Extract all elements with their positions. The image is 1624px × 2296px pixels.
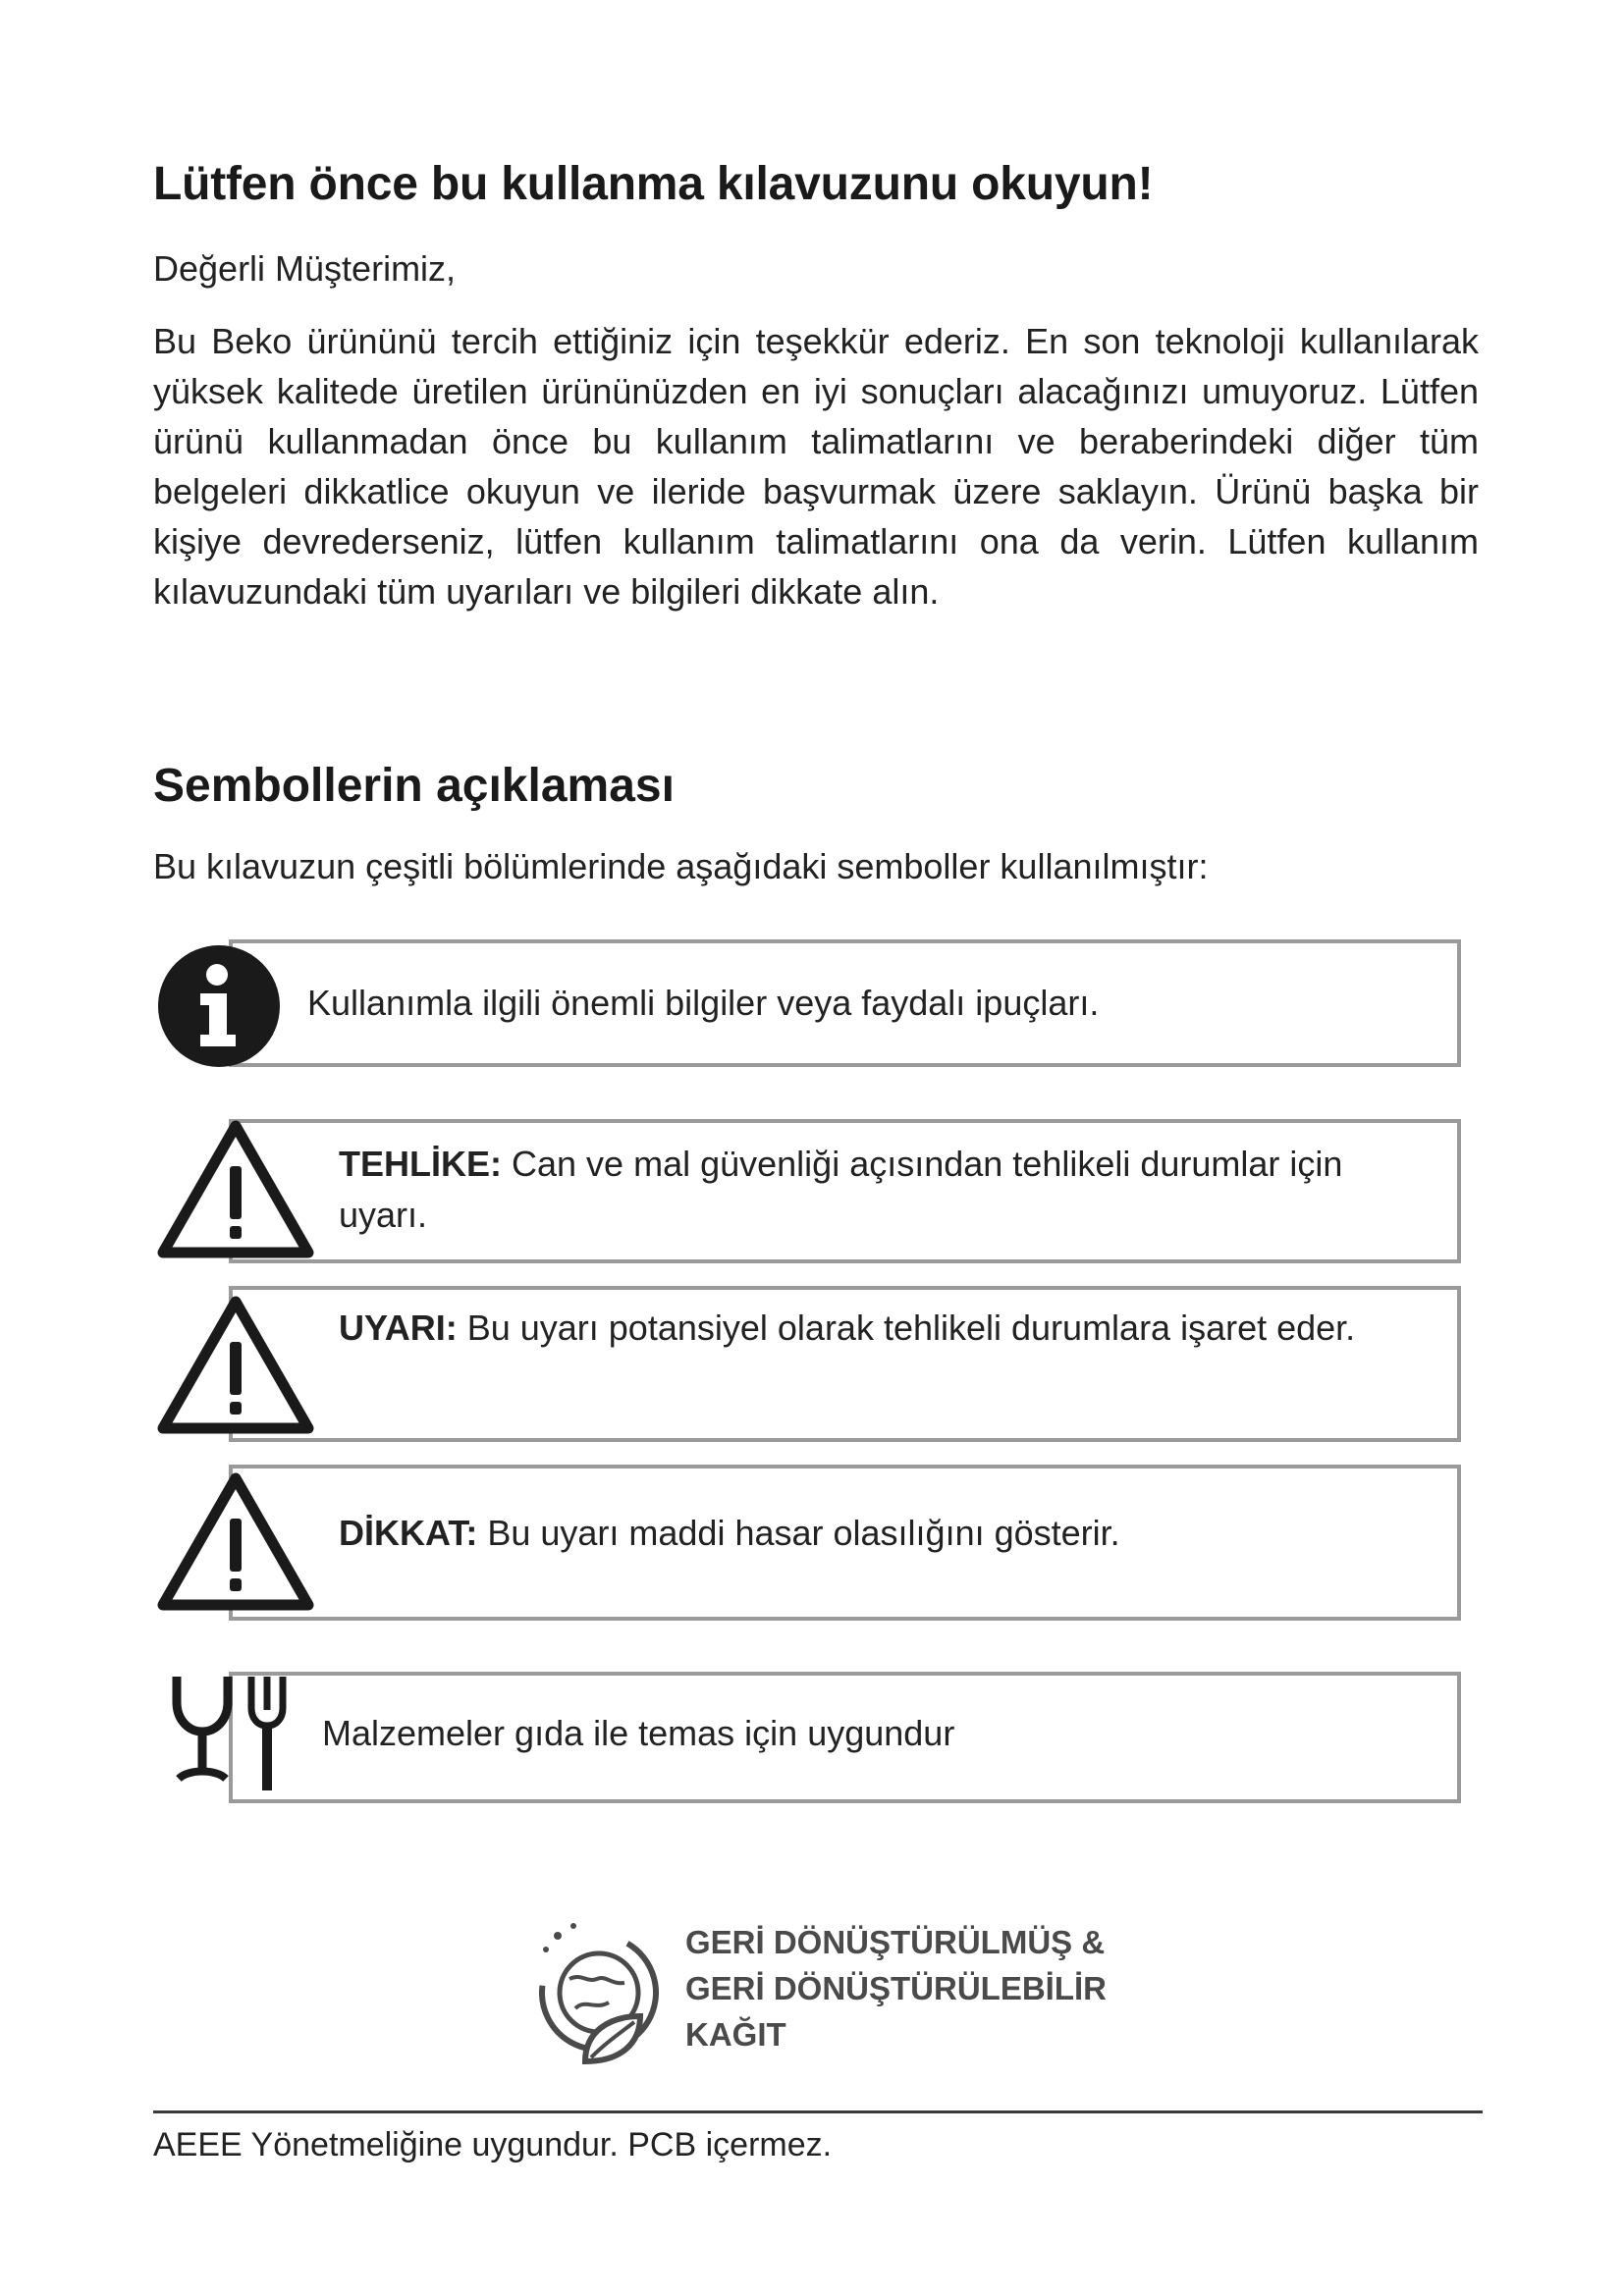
info-icon bbox=[157, 944, 281, 1068]
greeting: Değerli Müşterimiz, bbox=[153, 248, 457, 289]
section-title-symbols: Sembollerin açıklaması bbox=[153, 760, 675, 812]
symbol-label-warning: UYARI: bbox=[339, 1308, 458, 1348]
recycle-line-2: GERİ DÖNÜŞTÜRÜLEBİLİR bbox=[685, 1970, 1107, 2006]
symbol-text-caution bbox=[339, 1508, 1429, 1559]
footer-divider bbox=[153, 2110, 1483, 2113]
warning-triangle-icon bbox=[156, 1117, 315, 1260]
symbol-label-caution: DİKKAT: bbox=[339, 1513, 478, 1553]
page-title: Lütfen önce bu kullanma kılavuzunu okuyun! bbox=[153, 158, 1154, 210]
symbol-text-warning bbox=[339, 1303, 1429, 1354]
symbol-desc: Bu uyarı maddi hasar olasılığını gösterir. bbox=[487, 1513, 1120, 1553]
intro-paragraph: Bu Beko ürününü tercih ettiğiniz için teşekkür ederiz. En son teknoloji kullanılarak yüksek kalitede üretilen ürününüzden en iyi sonuçları alacağınızı umuyoruz. Lütfen ürünü kullanmadan önce bu kullanım talimatlarını ve beraberindeki diğer tüm belgeleri dikkatlice okuyun ve ileride başvurmak üzere saklayın. Ürünü başka bir kişiye devrederseniz, lütfen kullanım talimatlarını ona da verin. Lütfen kullanım kılavuzundaki tüm uyarıları ve bilgileri dikkate alın. bbox=[153, 321, 1479, 612]
warning-triangle-icon bbox=[156, 1469, 315, 1613]
recycle-line-3: KAĞIT bbox=[685, 2016, 786, 2053]
symbol-text-food bbox=[322, 1708, 954, 1759]
footer-note: AEEE Yönetmeliğine uygundur. PCB içermez. bbox=[153, 2126, 833, 2163]
symbol-desc: Kullanımla ilgili önemli bilgiler veya faydalı ipuçları. bbox=[307, 983, 1100, 1023]
recycle-label bbox=[685, 1919, 1107, 2057]
recycle-line-1: GERİ DÖNÜŞTÜRÜLMÜŞ & bbox=[685, 1924, 1106, 1960]
symbols-intro: Bu kılavuzun çeşitli bölümlerinde aşağıdaki semboller kullanılmıştır: bbox=[153, 846, 1209, 886]
warning-triangle-icon bbox=[156, 1293, 315, 1436]
symbol-label-danger: TEHLİKE: bbox=[339, 1144, 502, 1184]
symbol-desc: Bu uyarı potansiyel olarak tehlikeli durumlara işaret eder. bbox=[466, 1308, 1356, 1348]
symbol-text-info bbox=[307, 978, 1099, 1029]
food-contact-icon bbox=[169, 1671, 297, 1798]
recycled-globe-leaf-icon bbox=[530, 1914, 668, 2071]
symbol-desc: Can ve mal güvenliği açısından tehlikeli durumlar için uyarı. bbox=[339, 1144, 1343, 1235]
symbol-desc: Malzemeler gıda ile temas için uygundur bbox=[322, 1713, 955, 1753]
symbol-text-danger bbox=[339, 1139, 1429, 1241]
